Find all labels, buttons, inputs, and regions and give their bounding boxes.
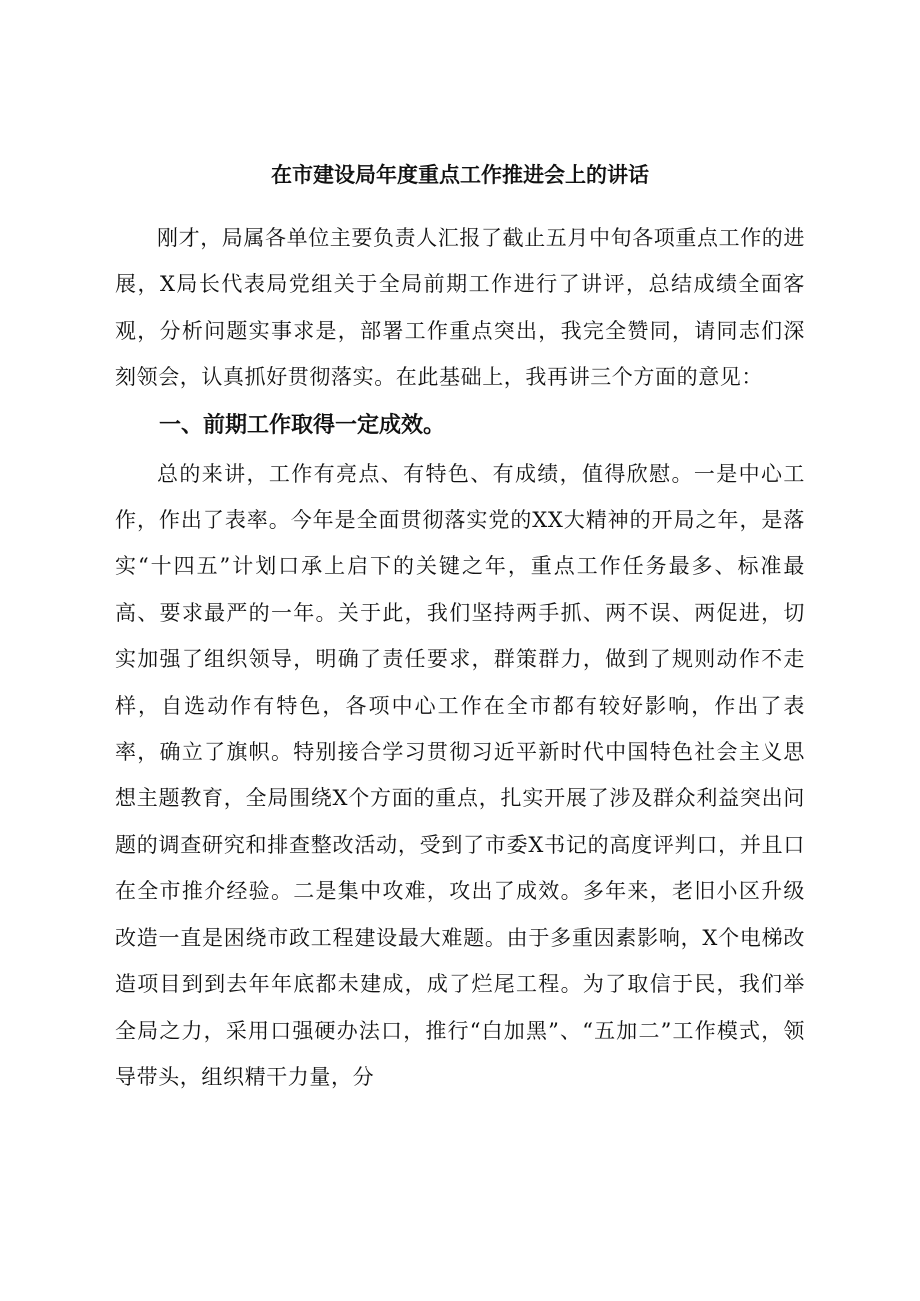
- intro-paragraph: 刚才，局属各单位主要负责人汇报了截止五月中旬各项重点工作的进展，X局长代表局党组关于全局前期工作进行了讲评，总结成绩全面客观，分析问题实事求是，部署工作重点突出，我完全赞同，请同志们深刻领会，认真抓好贯彻落实。在此基础上，我再讲三个方面的意见：: [115, 226, 805, 390]
- document-title: 在市建设局年度重点工作推进会上的讲话: [271, 163, 649, 187]
- section-1-heading: 一、前期工作取得一定成效。: [159, 412, 446, 438]
- section-1-paragraph: 总的来讲，工作有亮点、有特色、有成绩，值得欣慰。一是中心工作，作出了表率。今年是全面贯彻落实党的XX大精神的开局之年，是落实“十四五”计划口承上启下的关键之年，重点工作任务最多、标准最高、要求最严的一年。关于此，我们坚持两手抓、两不误、两促进，切实加强了组织领导，明确了责任要求，群策群力，做到了规则动作不走样，自选动作有特色，各项中心工作在全市都有较好影响，作出了表率，确立了旗帜。特别接合学习贯彻习近平新时代中国特色社会主义思想主题教育，全局围绕X个方面的重点，扎实开展了涉及群众利益突出问题的调查研究和排查整改活动，受到了市委X书记的高度评判口，并且口在全市推介经验。二是集中攻难，攻出了成效。多年来，老旧小区升级改造一直是困绕市政工程建设最大难题。由于多重因素影响，X个电梯改造项目到到去年年底都未建成，成了烂尾工程。为了取信于民，我们举全局之力，采用口强硬办法口，推行“白加黑”、“五加二”工作模式，领导带头，组织精干力量，分: [115, 461, 805, 1089]
- document-page: [115, 155, 805, 1100]
